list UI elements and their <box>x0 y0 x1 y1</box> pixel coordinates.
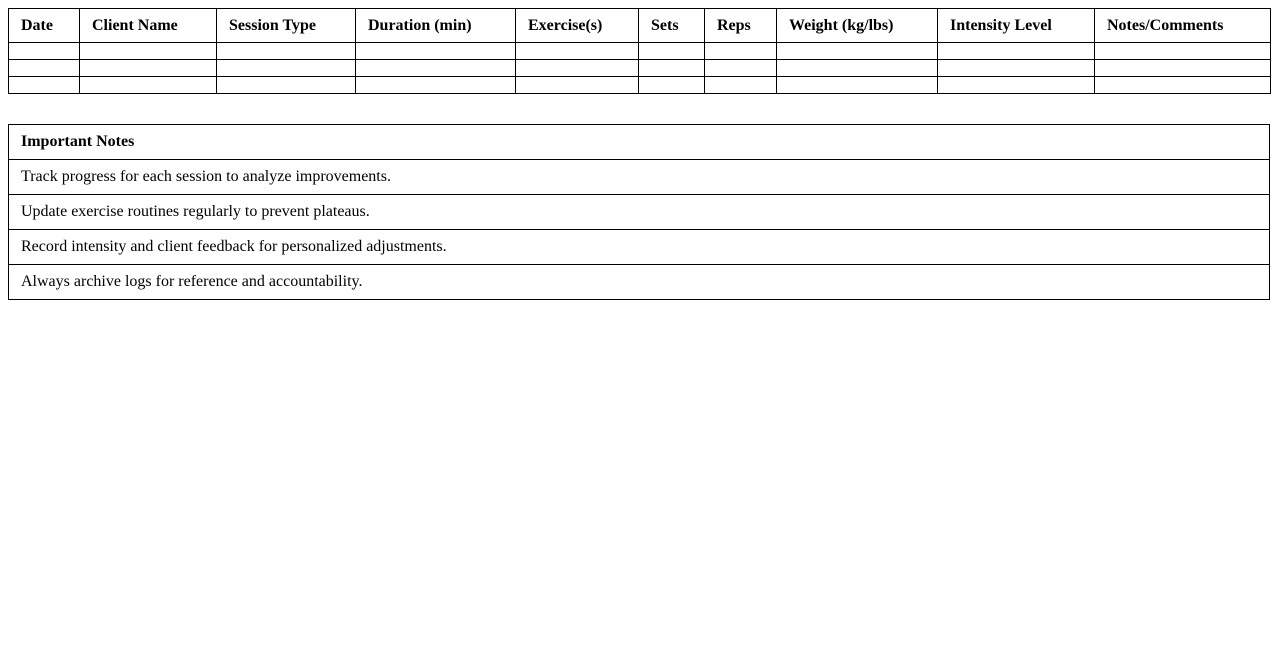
table-cell[interactable] <box>705 77 777 94</box>
table-cell[interactable] <box>516 43 639 60</box>
list-item <box>9 230 1270 265</box>
table-cell[interactable] <box>639 60 705 77</box>
column-header-date: Date <box>9 9 80 43</box>
table-row <box>9 60 1271 77</box>
table-cell[interactable] <box>217 77 356 94</box>
table-cell[interactable] <box>639 43 705 60</box>
column-header-intensity-level: Intensity Level <box>938 9 1095 43</box>
table-cell[interactable] <box>9 43 80 60</box>
notes-heading: Important Notes <box>9 125 1270 160</box>
note-text: Always archive logs for reference and accountability. <box>9 265 1270 300</box>
document-page <box>0 0 1278 308</box>
table-cell[interactable] <box>777 77 938 94</box>
column-header-session-type: Session Type <box>217 9 356 43</box>
table-cell[interactable] <box>9 77 80 94</box>
column-header-exercises: Exercise(s) <box>516 9 639 43</box>
note-text: Update exercise routines regularly to prevent plateaus. <box>9 195 1270 230</box>
column-header-sets: Sets <box>639 9 705 43</box>
table-cell[interactable] <box>1095 60 1271 77</box>
table-cell[interactable] <box>356 43 516 60</box>
table-row <box>9 77 1271 94</box>
table-cell[interactable] <box>9 60 80 77</box>
table-cell[interactable] <box>1095 77 1271 94</box>
table-cell[interactable] <box>938 60 1095 77</box>
column-header-weight: Weight (kg/lbs) <box>777 9 938 43</box>
table-cell[interactable] <box>516 77 639 94</box>
table-cell[interactable] <box>705 43 777 60</box>
note-text: Record intensity and client feedback for personalized adjustments. <box>9 230 1270 265</box>
table-cell[interactable] <box>217 43 356 60</box>
table-cell[interactable] <box>80 77 217 94</box>
list-item <box>9 160 1270 195</box>
column-header-reps: Reps <box>705 9 777 43</box>
table-cell[interactable] <box>80 43 217 60</box>
note-text: Track progress for each session to analyze improvements. <box>9 160 1270 195</box>
table-cell[interactable] <box>938 43 1095 60</box>
table-cell[interactable] <box>777 60 938 77</box>
table-cell[interactable] <box>705 60 777 77</box>
column-header-duration: Duration (min) <box>356 9 516 43</box>
table-cell[interactable] <box>80 60 217 77</box>
table-header-row <box>9 9 1271 43</box>
column-header-client-name: Client Name <box>80 9 217 43</box>
table-cell[interactable] <box>1095 43 1271 60</box>
table-cell[interactable] <box>516 60 639 77</box>
table-cell[interactable] <box>938 77 1095 94</box>
important-notes-table <box>8 124 1270 300</box>
column-header-notes-comments: Notes/Comments <box>1095 9 1271 43</box>
table-cell[interactable] <box>217 60 356 77</box>
table-row <box>9 43 1271 60</box>
list-item <box>9 265 1270 300</box>
table-cell[interactable] <box>777 43 938 60</box>
notes-header-row <box>9 125 1270 160</box>
list-item <box>9 195 1270 230</box>
table-cell[interactable] <box>356 60 516 77</box>
session-log-table <box>8 8 1271 94</box>
table-cell[interactable] <box>356 77 516 94</box>
table-cell[interactable] <box>639 77 705 94</box>
